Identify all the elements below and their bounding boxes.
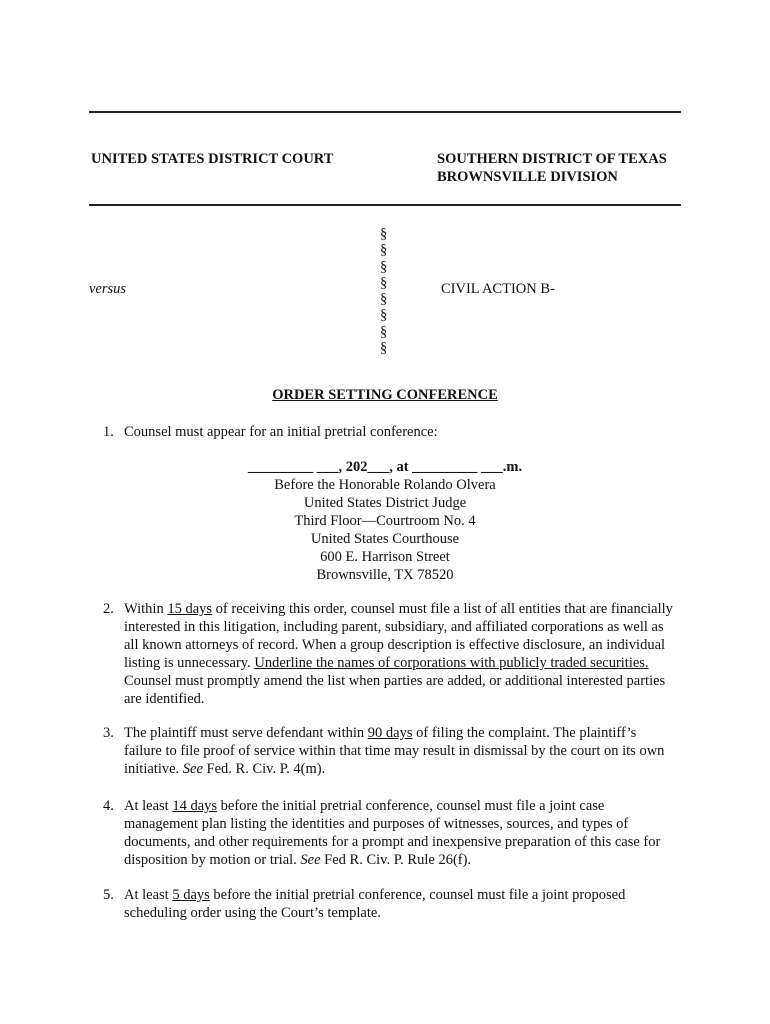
item-text [124, 724, 673, 778]
top-rule [89, 111, 681, 113]
conference-details [0, 458, 770, 584]
item-text [124, 797, 673, 869]
city-line: Brownsville, TX 78520 [316, 567, 454, 583]
order-item-3 [103, 724, 673, 778]
text-run: The plaintiff must serve defendant within [124, 725, 368, 741]
section-mark: § [380, 307, 388, 324]
underlined-instruction: Underline the names of corporations with publicly traded securities. [254, 655, 649, 671]
district-name: SOUTHERN DISTRICT OF TEXAS [437, 151, 667, 167]
versus-label: versus [89, 281, 127, 297]
section-mark: § [380, 340, 388, 357]
deadline-days: 5 days [172, 887, 210, 903]
courtroom-line: Third Floor—Courtroom No. 4 [294, 513, 476, 529]
section-mark: § [380, 274, 388, 291]
order-title: ORDER SETTING CONFERENCE [272, 387, 498, 403]
deadline-days: 15 days [167, 601, 213, 617]
section-mark: § [380, 242, 388, 259]
judge-line: Before the Honorable Rolando Olvera [274, 477, 496, 493]
citation-signal: See [300, 852, 321, 868]
section-mark: § [380, 291, 388, 308]
item-number: 2. [103, 601, 114, 617]
header-bottom-rule [89, 204, 681, 206]
civil-action-number: CIVIL ACTION B- [441, 281, 555, 297]
judge-title: United States District Judge [303, 495, 467, 511]
item-number: 5. [103, 887, 114, 903]
text-run: Counsel must promptly amend the list when parties are added, or additional interested parties are identified. [124, 673, 666, 707]
text-run: Fed. R. Civ. P. 4(m). [202, 761, 326, 777]
section-marks-column [380, 226, 387, 356]
text-run: of filing the complaint. The plaintiff’s failure to file proof of service within that time may result in dismissal by the court on its own initiative. [124, 725, 665, 777]
text-run: At least [124, 887, 173, 903]
court-name: UNITED STATES DISTRICT COURT [91, 151, 334, 167]
text-run: before the initial pretrial conference, counsel must file a joint proposed scheduling order using the Court’s template. [124, 887, 626, 921]
text-run: Fed R. Civ. P. Rule 26(f). [320, 852, 472, 868]
order-item-4 [103, 797, 673, 869]
order-item-2 [103, 600, 673, 708]
section-mark: § [380, 258, 388, 275]
item-text [124, 886, 673, 922]
item-text: Counsel must appear for an initial pretrial conference: [124, 424, 438, 440]
building-line: United States Courthouse [310, 531, 460, 547]
section-mark: § [380, 226, 388, 242]
text-run: before the initial pretrial conference, counsel must file a joint case management plan listing the identities and purposes of witnesses, sources, and types of documents, and other requirements for a prompt and inexpensive preparation of this case for disposition by motion or trial. [124, 798, 661, 868]
item-text [124, 600, 673, 708]
section-mark: § [380, 323, 388, 340]
street-line: 600 E. Harrison Street [320, 549, 450, 565]
text-run: At least [124, 798, 173, 814]
item-number: 1. [103, 424, 114, 440]
deadline-days: 90 days [367, 725, 413, 741]
text-run: of receiving this order, counsel must file a list of all entities that are financially interested in this litigation, including parent, subsidiary, and affiliated corporations as well as all known attorneys of record. When a group description is effective disclosure, an individual listing is unnecessary. [124, 601, 673, 671]
deadline-days: 14 days [172, 798, 218, 814]
item-number: 4. [103, 798, 114, 814]
division-name: BROWNSVILLE DIVISION [437, 169, 618, 185]
item-number: 3. [103, 725, 114, 741]
court-district-block [437, 150, 667, 186]
order-item-5 [103, 886, 673, 922]
text-run: Within [124, 601, 168, 617]
conference-date-line: _________ ___, 202___, at _________ ___.m. [247, 459, 523, 475]
citation-signal: See [182, 761, 203, 777]
order-item-1 [103, 423, 673, 441]
